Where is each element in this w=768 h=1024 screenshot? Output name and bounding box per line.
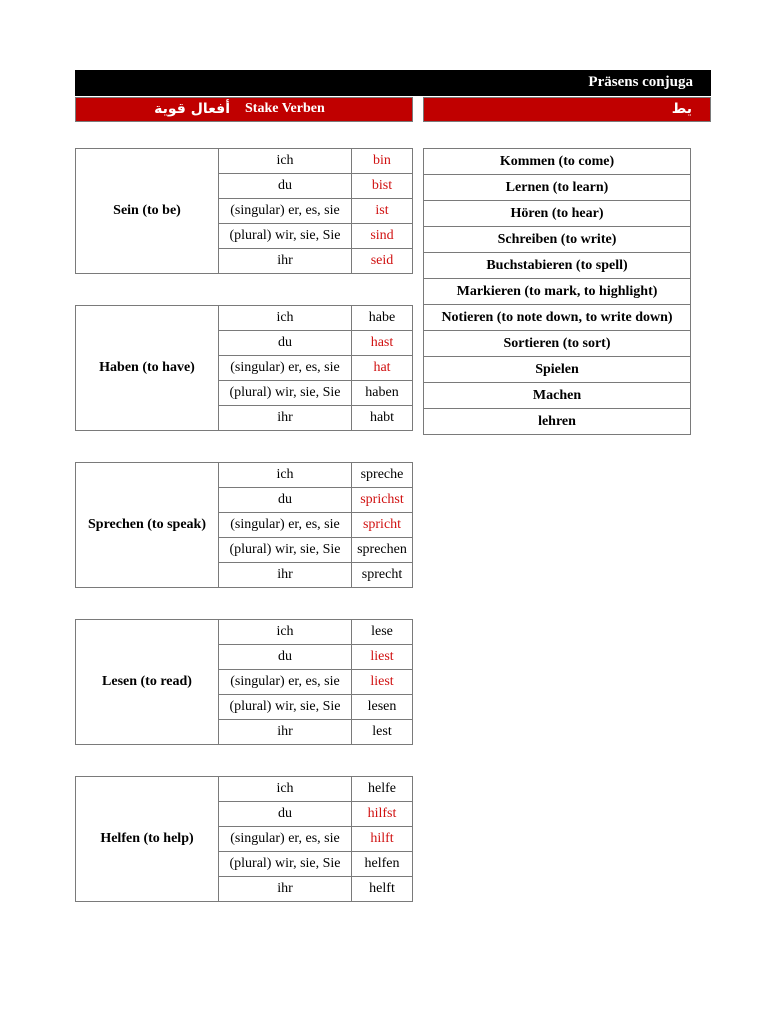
pronoun-cell: ich (219, 463, 352, 488)
form-cell: sprechen (352, 538, 413, 563)
regular-verb-row (424, 175, 691, 201)
irregular-form-cell: hilfst (352, 802, 413, 827)
form-cell: habe (352, 306, 413, 331)
conjugation-table-sein (75, 148, 413, 274)
title-bar-edge (693, 70, 711, 96)
regular-verb-row (424, 409, 691, 435)
irregular-form-cell: liest (352, 645, 413, 670)
pronoun-cell: (plural) wir, sie, Sie (219, 381, 352, 406)
regular-verb-cell: lehren (424, 409, 691, 435)
form-cell: sprecht (352, 563, 413, 588)
pronoun-cell: ihr (219, 877, 352, 902)
form-cell: helfe (352, 777, 413, 802)
regular-verbs-header (423, 97, 711, 122)
irregular-form-cell: hilft (352, 827, 413, 852)
pronoun-cell: (singular) er, es, sie (219, 670, 352, 695)
strong-verbs-header (75, 97, 413, 122)
regular-verb-cell: Spielen (424, 357, 691, 383)
conjugation-table-sprechen (75, 462, 413, 588)
form-cell: helfen (352, 852, 413, 877)
form-cell: habt (352, 406, 413, 431)
form-cell: haben (352, 381, 413, 406)
regular-verb-row (424, 305, 691, 331)
pronoun-cell: ich (219, 620, 352, 645)
regular-verb-row (424, 383, 691, 409)
form-cell: spreche (352, 463, 413, 488)
pronoun-cell: ihr (219, 563, 352, 588)
pronoun-cell: du (219, 488, 352, 513)
regular-verb-row (424, 357, 691, 383)
regular-verbs-arabic-label: يط (671, 101, 692, 117)
conjugation-table-helfen (75, 776, 413, 902)
regular-verb-row (424, 331, 691, 357)
verb-infinitive: Lesen (to read) (76, 620, 219, 745)
pronoun-cell: (singular) er, es, sie (219, 513, 352, 538)
pronoun-cell: (singular) er, es, sie (219, 199, 352, 224)
pronoun-cell: ich (219, 149, 352, 174)
pronoun-cell: (plural) wir, sie, Sie (219, 852, 352, 877)
conjugation-row (76, 463, 413, 488)
page-title: Präsens conjuga (588, 74, 693, 90)
strong-verbs-arabic-label: أفعال قوية (154, 101, 230, 117)
pronoun-cell: (plural) wir, sie, Sie (219, 695, 352, 720)
conjugation-table-haben (75, 305, 413, 431)
verb-infinitive: Helfen (to help) (76, 777, 219, 902)
irregular-form-cell: spricht (352, 513, 413, 538)
regular-verb-cell: Buchstabieren (to spell) (424, 253, 691, 279)
title-bar (75, 70, 711, 96)
form-cell: lesen (352, 695, 413, 720)
irregular-form-cell: sprichst (352, 488, 413, 513)
strong-verbs-english-label: Stake Verben (245, 101, 325, 116)
regular-verb-row (424, 149, 691, 175)
pronoun-cell: (singular) er, es, sie (219, 356, 352, 381)
verb-infinitive: Sprechen (to speak) (76, 463, 219, 588)
verb-infinitive: Sein (to be) (76, 149, 219, 274)
conjugation-row (76, 620, 413, 645)
pronoun-cell: (plural) wir, sie, Sie (219, 224, 352, 249)
irregular-form-cell: sind (352, 224, 413, 249)
regular-verb-cell: Lernen (to learn) (424, 175, 691, 201)
conjugation-row (76, 306, 413, 331)
form-cell: helft (352, 877, 413, 902)
conjugation-row (76, 777, 413, 802)
pronoun-cell: ich (219, 306, 352, 331)
regular-verb-row (424, 279, 691, 305)
regular-verbs-list (423, 148, 691, 435)
pronoun-cell: ihr (219, 406, 352, 431)
regular-verb-cell: Markieren (to mark, to highlight) (424, 279, 691, 305)
form-cell: lest (352, 720, 413, 745)
pronoun-cell: ihr (219, 720, 352, 745)
pronoun-cell: (plural) wir, sie, Sie (219, 538, 352, 563)
pronoun-cell: du (219, 802, 352, 827)
regular-verb-cell: Machen (424, 383, 691, 409)
irregular-form-cell: seid (352, 249, 413, 274)
regular-verb-cell: Sortieren (to sort) (424, 331, 691, 357)
pronoun-cell: ich (219, 777, 352, 802)
regular-verb-cell: Kommen (to come) (424, 149, 691, 175)
conjugation-table-lesen (75, 619, 413, 745)
regular-verb-row (424, 201, 691, 227)
irregular-form-cell: hast (352, 331, 413, 356)
verb-infinitive: Haben (to have) (76, 306, 219, 431)
irregular-form-cell: bist (352, 174, 413, 199)
regular-verb-cell: Notieren (to note down, to write down) (424, 305, 691, 331)
regular-verb-cell: Hören (to hear) (424, 201, 691, 227)
regular-verb-row (424, 227, 691, 253)
pronoun-cell: du (219, 645, 352, 670)
conjugation-row (76, 149, 413, 174)
irregular-form-cell: hat (352, 356, 413, 381)
pronoun-cell: du (219, 331, 352, 356)
regular-verb-cell: Schreiben (to write) (424, 227, 691, 253)
irregular-form-cell: ist (352, 199, 413, 224)
irregular-form-cell: liest (352, 670, 413, 695)
pronoun-cell: (singular) er, es, sie (219, 827, 352, 852)
form-cell: lese (352, 620, 413, 645)
pronoun-cell: ihr (219, 249, 352, 274)
pronoun-cell: du (219, 174, 352, 199)
regular-verb-row (424, 253, 691, 279)
regular-verbs-header-edge (692, 98, 710, 122)
irregular-form-cell: bin (352, 149, 413, 174)
